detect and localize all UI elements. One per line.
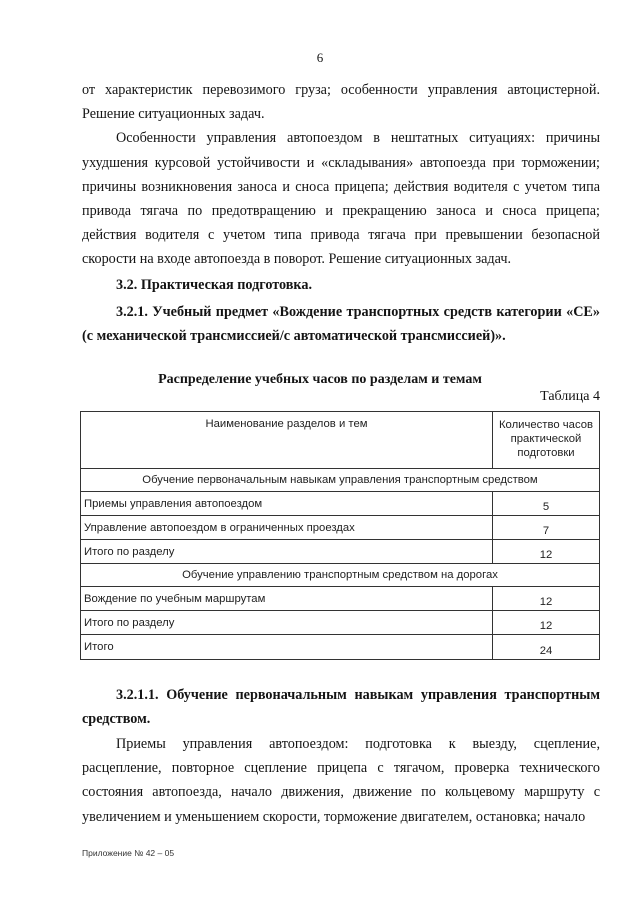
section-title: Обучение управлению транспортным средством на дорогах [81, 564, 600, 587]
section-heading: 3.2. Практическая подготовка. [116, 277, 313, 293]
subtotal-hours: 12 [493, 540, 600, 564]
table-row [81, 587, 600, 611]
section-title: Обучение первоначальным навыкам управления транспортным средством [81, 469, 600, 492]
total-hours: 24 [493, 635, 600, 660]
subsection-heading: 3.2.1. Учебный предмет «Вождение транспортных средств категории «СЕ» (с механической трансмиссией/с автоматической трансмиссией)». [82, 304, 600, 345]
total-row [81, 635, 600, 660]
topic-hours: 12 [493, 587, 600, 611]
table-number: Таблица 4 [540, 389, 600, 404]
subsubsection-heading: 3.2.1.1. Обучение первоначальным навыкам управления транспортным средством. [82, 687, 600, 728]
table-header-row [81, 412, 600, 469]
table-caption: Распределение учебных часов по разделам и темам [158, 372, 482, 387]
topic-name: Вождение по учебным маршрутам [81, 587, 493, 611]
topic-hours: 7 [493, 516, 600, 540]
page-number: 6 [316, 50, 324, 65]
hours-table [80, 411, 600, 660]
topic-name: Приемы управления автопоездом [81, 492, 493, 516]
table-row [81, 540, 600, 564]
paragraph-continuation: от характеристик перевозимого груза; особенности управления автоцистерной. Решение ситуационных задач. [82, 82, 600, 123]
header-hours: Количество часов практической подготовки [493, 412, 600, 469]
bottom-text [82, 732, 600, 829]
section-row [81, 564, 600, 587]
section-row [81, 469, 600, 492]
footer-note: Приложение № 42 – 05 [82, 848, 175, 858]
topic-hours: 5 [493, 492, 600, 516]
subtotal-name: Итого по разделу [81, 611, 493, 635]
topic-name: Управление автопоездом в ограниченных проездах [81, 516, 493, 540]
table-row [81, 516, 600, 540]
subtotal-hours: 12 [493, 611, 600, 635]
table-row [81, 492, 600, 516]
subtotal-name: Итого по разделу [81, 540, 493, 564]
top-text [82, 78, 600, 272]
header-topic: Наименование разделов и тем [81, 412, 493, 469]
table-row [81, 611, 600, 635]
paragraph-emergency-handling: Особенности управления автопоездом в нештатных ситуациях: причины ухудшения курсовой устойчивости и «складывания» автопоезда при торможении; причины возникновения заноса и сноса прицепа; действия водителя с учетом типа привода тягача по предотвращению и прекращению заноса и сноса прицепа; действия водителя с учетом типа привода тягача при превышении безопасной скорости на входе автопоезда в поворот. Решение ситуационных задач. [82, 130, 600, 268]
paragraph-techniques: Приемы управления автопоездом: подготовка к выезду, сцепление, расцепление, повторное сцепление прицепа с тягачом, проверка технического состояния автопоезда, начало движения, движение по кольцевому маршруту с увеличением и уменьшением скорости, торможение двигателем, остановка; начало [82, 736, 600, 825]
total-name: Итого [81, 635, 493, 660]
